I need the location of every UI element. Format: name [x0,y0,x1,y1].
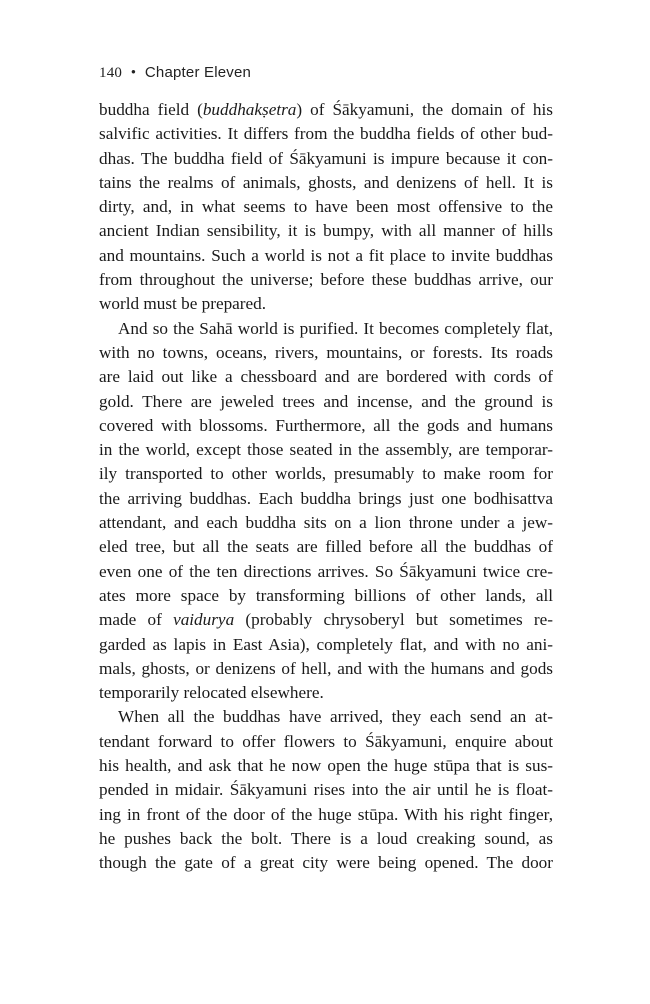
text-run: When all the buddhas have arrived, they each send an at- [118,707,553,727]
text-run: tendant forward to offer flowers to Śākyamuni, enquire about [99,731,553,751]
text-line [99,705,553,729]
text-run: made of [99,610,174,630]
text-run: ing in front of the door of the huge stūpa. With his right finger, [99,804,553,824]
text-run: salvific activities. It differs from the buddha fields of other bud- [99,124,553,144]
text-line [99,487,553,511]
text-run: mals, ghosts, or denizens of hell, and with the humans and gods [99,658,553,678]
text-run: eled tree, but all the seats are filled before all the buddhas of [99,537,553,557]
text-line [99,754,553,778]
paragraph [99,98,553,317]
text-run: garded as lapis in East Asia), completely flat, and with no ani- [99,634,553,654]
text-run: though the gate of a great city were being opened. The door [99,853,553,873]
text-run: he pushes back the bolt. There is a loud creaking sound, as [99,828,553,848]
text-run: pended in midair. Śākyamuni rises into the air until he is float- [99,780,553,800]
text-line [99,244,553,268]
text-run: (probably chrysoberyl but sometimes re- [234,610,553,630]
text-line [99,560,553,584]
text-line [99,584,553,608]
text-line [99,365,553,389]
text-line [99,535,553,559]
text-line [99,195,553,219]
text-run: from throughout the universe; before these buddhas arrive, our [99,270,553,290]
text-line [99,608,553,632]
text-line [99,317,553,341]
header-separator: • [131,64,136,79]
text-run: the arriving buddhas. Each buddha brings just one bodhisattva [99,488,553,508]
text-line [99,462,553,486]
italic-term: vaidurya [173,610,235,630]
text-line [99,98,553,122]
text-run: temporarily relocated elsewhere. [99,683,324,703]
italic-term: buddhakṣetra [202,100,297,119]
text-line [99,122,553,146]
chapter-title: Chapter Eleven [144,64,252,81]
text-line [99,390,553,414]
text-run: ily transported to other worlds, presumably to make room for [99,464,553,484]
text-line [99,268,553,292]
text-run: And so the Sahā world is purified. It becomes completely flat, [118,318,553,338]
text-line [99,341,553,365]
text-run: dhas. The buddha field of Śākyamuni is impure because it con- [99,148,553,168]
text-run: in the world, except those seated in the assembly, are temporar- [99,440,553,460]
text-run: are laid out like a chessboard and are bordered with cords of [99,367,553,387]
text-line [99,292,553,316]
text-run: his health, and ask that he now open the huge stūpa that is sus- [99,756,553,776]
paragraph [99,317,553,706]
text-line [99,147,553,171]
text-run: gold. There are jeweled trees and incense, and the ground is [99,391,553,411]
text-run: ) of Śākyamuni, the domain of his [296,100,553,119]
running-head [99,64,251,82]
text-run: ancient Indian sensibility, it is bumpy, with all manner of hills [99,221,553,241]
text-run: attendant, and each buddha sits on a lion throne under a jew- [99,513,553,533]
text-line [99,730,553,754]
text-line [99,633,553,657]
text-run: dirty, and, in what seems to have been most offensive to the [99,197,553,217]
text-run: world must be prepared. [99,294,267,314]
text-line [99,511,553,535]
text-run: and mountains. Such a world is not a fit place to invite buddhas [99,245,553,265]
text-run: even one of the ten directions arrives. So Śākyamuni twice cre- [99,561,553,581]
text-run: tains the realms of animals, ghosts, and denizens of hell. It is [99,172,553,192]
text-run: covered with blossoms. Furthermore, all the gods and humans [99,415,553,435]
text-line [99,414,553,438]
text-run: ates more space by transforming billions of other lands, all [99,585,553,605]
text-line [99,171,553,195]
text-line [99,827,553,851]
text-line [99,681,553,705]
text-run: with no towns, oceans, rivers, mountains, or forests. Its roads [99,342,553,362]
text-line [99,219,553,243]
body-text [99,98,553,876]
text-line [99,438,553,462]
text-line [99,657,553,681]
page-number: 140 [99,65,123,81]
text-line [99,803,553,827]
paragraph [99,705,553,875]
text-run: buddha field ( [99,100,203,119]
text-line [99,851,553,875]
text-line [99,778,553,802]
